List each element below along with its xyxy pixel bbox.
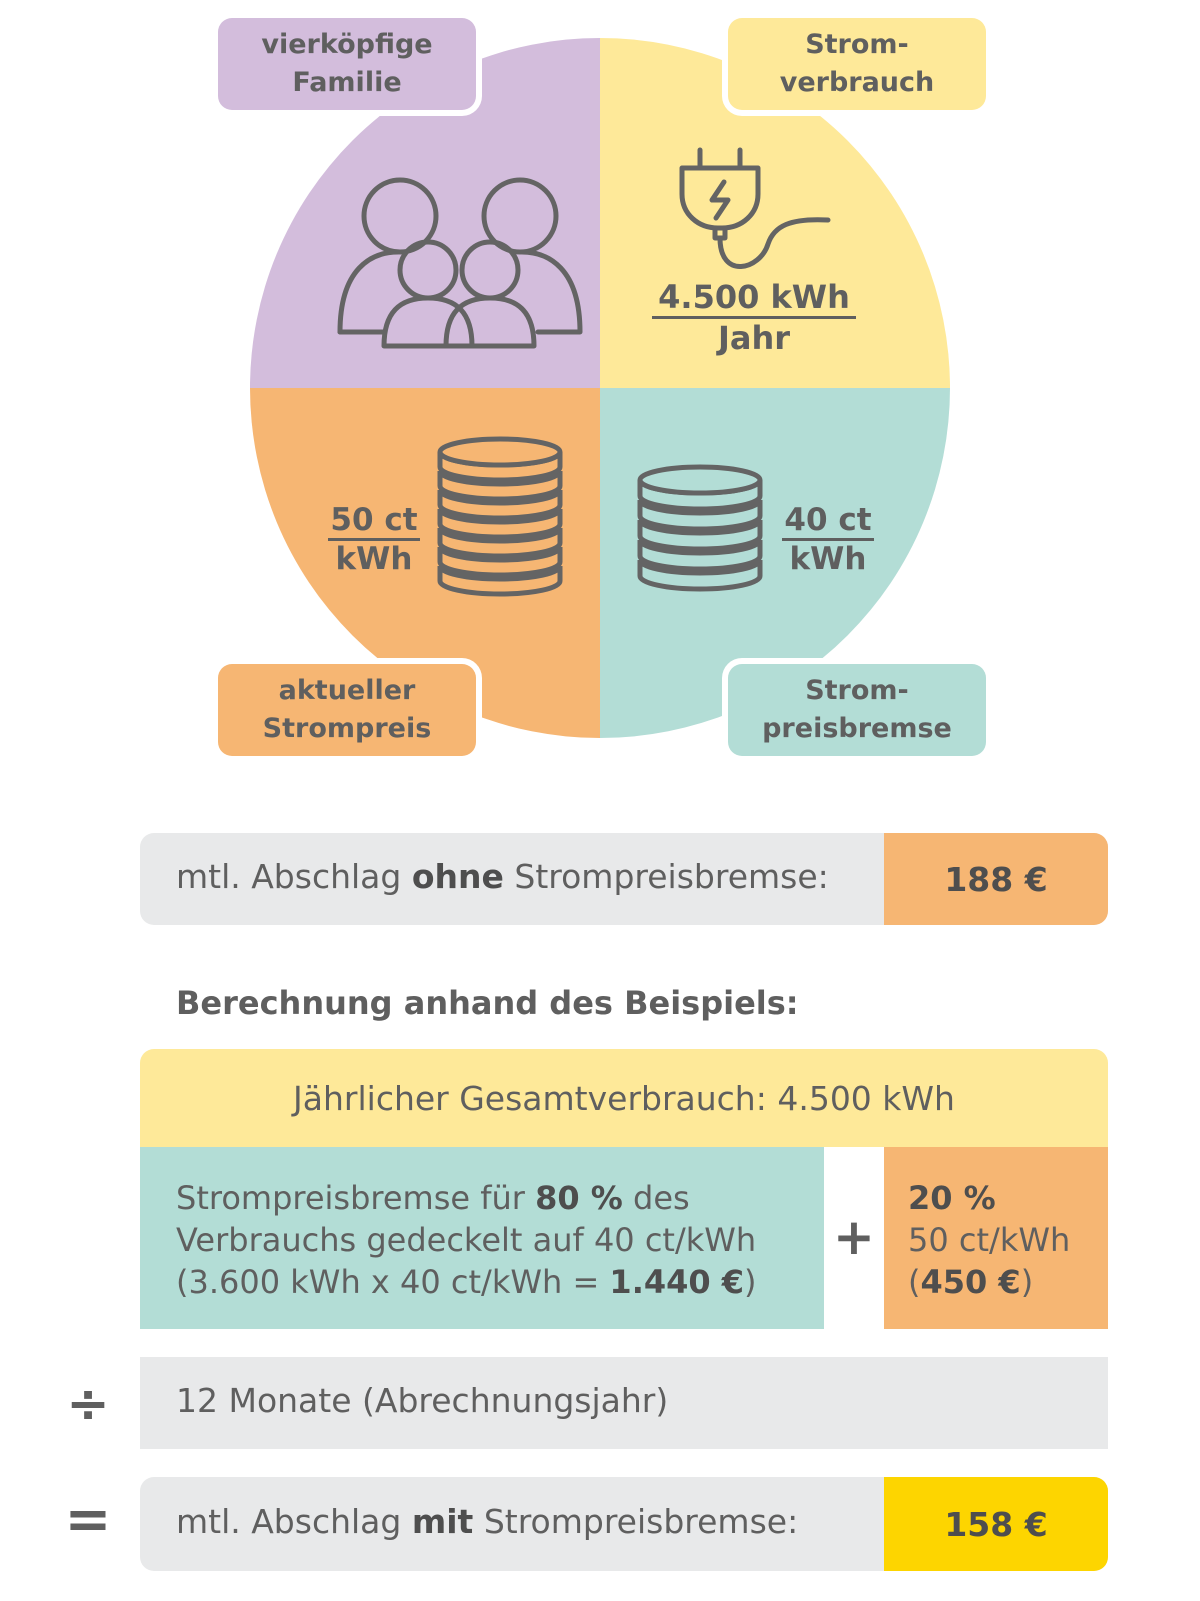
summary-without-row (140, 833, 1108, 925)
summary-with-value-cell (884, 1477, 1108, 1571)
brake-part-cell (140, 1147, 824, 1329)
rest-part-text (908, 1177, 1108, 1303)
brake-line-3: (3.600 kWh x 40 ct/kWh = 1.440 €) (176, 1263, 757, 1301)
brake-tag: Strom- preisbremse (728, 664, 986, 756)
summary-without-value-cell (884, 833, 1108, 925)
consumption-unit: Jahr (717, 319, 791, 357)
brake-part-text (176, 1177, 824, 1303)
months-row (140, 1357, 1108, 1449)
price-unit: kWh (335, 541, 413, 577)
rest-part-cell (884, 1147, 1108, 1329)
calc-heading: Berechnung anhand des Beispiels: (176, 984, 799, 1022)
coin-top (640, 467, 760, 493)
family-tag: vierköpfige Familie (218, 18, 476, 110)
price-fraction (328, 502, 420, 577)
consumption-tag: Strom- verbrauch (728, 18, 986, 110)
brake-value: 40 ct (782, 502, 874, 541)
consumption-value: 4.500 kWh (652, 278, 856, 319)
summary-with-row (140, 1477, 1108, 1571)
summary-with-value: 158 € (944, 1504, 1048, 1544)
rest-line-2: 50 ct/kWh (908, 1221, 1071, 1259)
summary-with-label: mtl. Abschlag mit Strompreisbremse: (176, 1502, 799, 1541)
consumption-diagram (0, 0, 1200, 760)
rest-line-1: 20 % (908, 1179, 996, 1217)
brake-fraction (782, 502, 874, 577)
total-consumption-text: Jährlicher Gesamtverbrauch: 4.500 kWh (293, 1078, 955, 1118)
coin-stack-icon (640, 467, 760, 589)
months-text: 12 Monate (Abrechnungsjahr) (176, 1381, 669, 1420)
summary-without-label: mtl. Abschlag ohne Strompreisbremse: (176, 857, 829, 896)
rest-line-3: (450 €) (908, 1263, 1034, 1301)
price-tag: aktueller Strompreis (218, 664, 476, 756)
consumption-fraction (652, 278, 856, 357)
brake-line-1: Strompreisbremse für 80 % des (176, 1179, 690, 1217)
brake-unit: kWh (789, 541, 867, 577)
equals-sign: = (64, 1487, 112, 1552)
coin-stack-icon (440, 439, 560, 594)
coin-top (440, 439, 560, 465)
plus-sign: + (833, 1208, 875, 1266)
total-consumption-row (140, 1049, 1108, 1147)
divide-sign: ÷ (66, 1374, 110, 1434)
brake-line-2: Verbrauchs gedeckelt auf 40 ct/kWh (176, 1221, 757, 1259)
price-value: 50 ct (328, 502, 420, 541)
summary-without-value: 188 € (944, 859, 1048, 899)
